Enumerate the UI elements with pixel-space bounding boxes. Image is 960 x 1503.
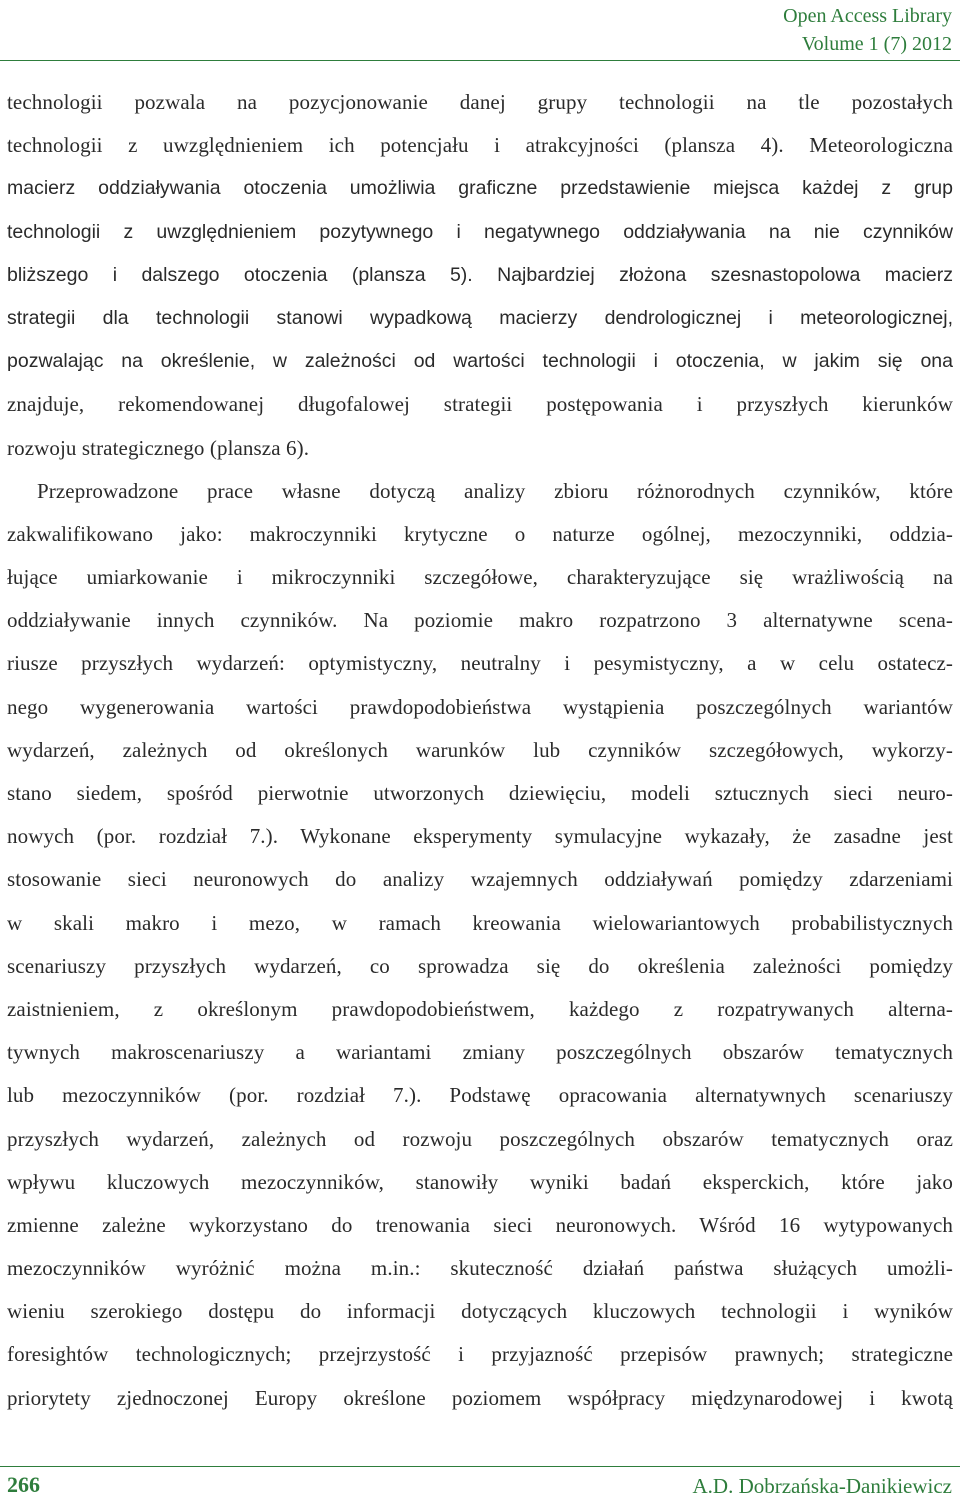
text-line: scenariuszy przyszłych wydarzeń, co sprowadza się do określenia zależności pomiędzy (7, 953, 953, 978)
text-line: macierz oddziaływania otoczenia umożliwia graficzne przedstawienie miejsca każdej z grup (7, 177, 953, 200)
text-line: pozwalając na określenie, w zależności od wartości technologii i otoczenia, w jakim się ona (7, 350, 953, 373)
text-line: rozwoju strategicznego (plansza 6). (7, 435, 310, 460)
text-line: wpływu kluczowych mezoczynników, stanowiły wyniki badań eksperckich, które jako (7, 1169, 953, 1194)
text-line: oddziaływanie innych czynników. Na poziomie makro rozpatrzono 3 alternatywne scena- (7, 608, 953, 633)
text-line: technologii pozwala na pozycjonowanie danej grupy technologii na tle pozostałych (7, 90, 953, 114)
footer-divider (0, 1466, 960, 1467)
paragraph-1 (7, 81, 953, 470)
text-line: znajduje, rekomendowanej długofalowej strategii postępowania i przyszłych kierunków (7, 392, 953, 417)
text-line: riusze przyszłych wydarzeń: optymistyczny, neutralny i pesymistyczny, a w celu ostatecz- (7, 651, 953, 676)
text-line: bliższego i dalszego otoczenia (plansza 5). Najbardziej złożona szesnastopolowa macierz (7, 263, 953, 286)
text-line: w skali makro i mezo, w ramach kreowania wielowariantowych probabilistycznych (7, 910, 953, 935)
text-line: technologii z uwzględnieniem ich potencjału i atrakcyjności (plansza 4). Meteorologiczna (7, 133, 953, 158)
text-line: lub mezoczynników (por. rozdział 7.). Podstawę opracowania alternatywnych scenariuszy (7, 1083, 953, 1108)
text-line: zaistnieniem, z określonym prawdopodobieństwem, każdego z rozpatrywanych alterna- (7, 996, 953, 1021)
text-line: tywnych makroscenariuszy a wariantami zmiany poszczególnych obszarów tematycznych (7, 1040, 953, 1065)
text-line: wydarzeń, zależnych od określonych warunków lub czynników szczegółowych, wykorzy- (7, 737, 953, 762)
paragraph-2 (7, 470, 953, 1420)
text-line: przyszłych wydarzeń, zależnych od rozwoju poszczególnych obszarów tematycznych oraz (7, 1126, 953, 1151)
running-header (783, 2, 952, 58)
text-line: Przeprowadzone prace własne dotyczą analizy zbioru różnorodnych czynników, które (37, 478, 953, 503)
text-line: zakwalifikowano jako: makroczynniki krytyczne o naturze ogólnej, mezoczynniki, oddzia- (7, 521, 953, 546)
text-line: mezoczynników wyróżnić można m.in.: skuteczność działań państwa służących umożli- (7, 1256, 953, 1281)
journal-name: Open Access Library (783, 5, 952, 27)
text-line: stosowanie sieci neuronowych do analizy wzajemnych oddziaływań pomiędzy zdarzeniami (7, 867, 953, 892)
text-line: strategii dla technologii stanowi wypadkową macierzy dendrologicznej i meteorologicznej, (7, 306, 953, 329)
page-number: 266 (7, 1472, 40, 1497)
header-divider (0, 60, 960, 61)
text-line: wieniu szerokiego dostępu do informacji dotyczących kluczowych technologii i wyników (7, 1299, 953, 1324)
text-line: łujące umiarkowanie i mikroczynniki szczegółowe, charakteryzujące się wrażliwością na (7, 565, 953, 590)
text-line: priorytety zjednoczonej Europy określone poziomem współpracy międzynarodowej i kwotą (7, 1385, 953, 1410)
text-line: nowych (por. rozdział 7.). Wykonane eksperymenty symulacyjne wykazały, że zasadne jest (7, 824, 953, 849)
text-line: stano siedem, spośród pierwotnie utworzonych dziewięciu, modeli sztucznych sieci neuro- (7, 781, 953, 805)
body-text (7, 81, 953, 1420)
footer-author: A.D. Dobrzańska-Danikiewicz (692, 1474, 952, 1498)
text-line: zmienne zależne wykorzystano do trenowania sieci neuronowych. Wśród 16 wytypowanych (7, 1212, 953, 1237)
text-line: foresightów technologicznych; przejrzystość i przyjazność przepisów prawnych; strategiczne (7, 1342, 953, 1367)
text-line: technologii z uwzględnieniem pozytywnego i negatywnego oddziaływania na nie czynników (7, 220, 953, 243)
journal-volume: Volume 1 (7) 2012 (801, 33, 952, 55)
text-line: nego wygenerowania wartości prawdopodobieństwa wystąpienia poszczególnych wariantów (7, 694, 953, 719)
